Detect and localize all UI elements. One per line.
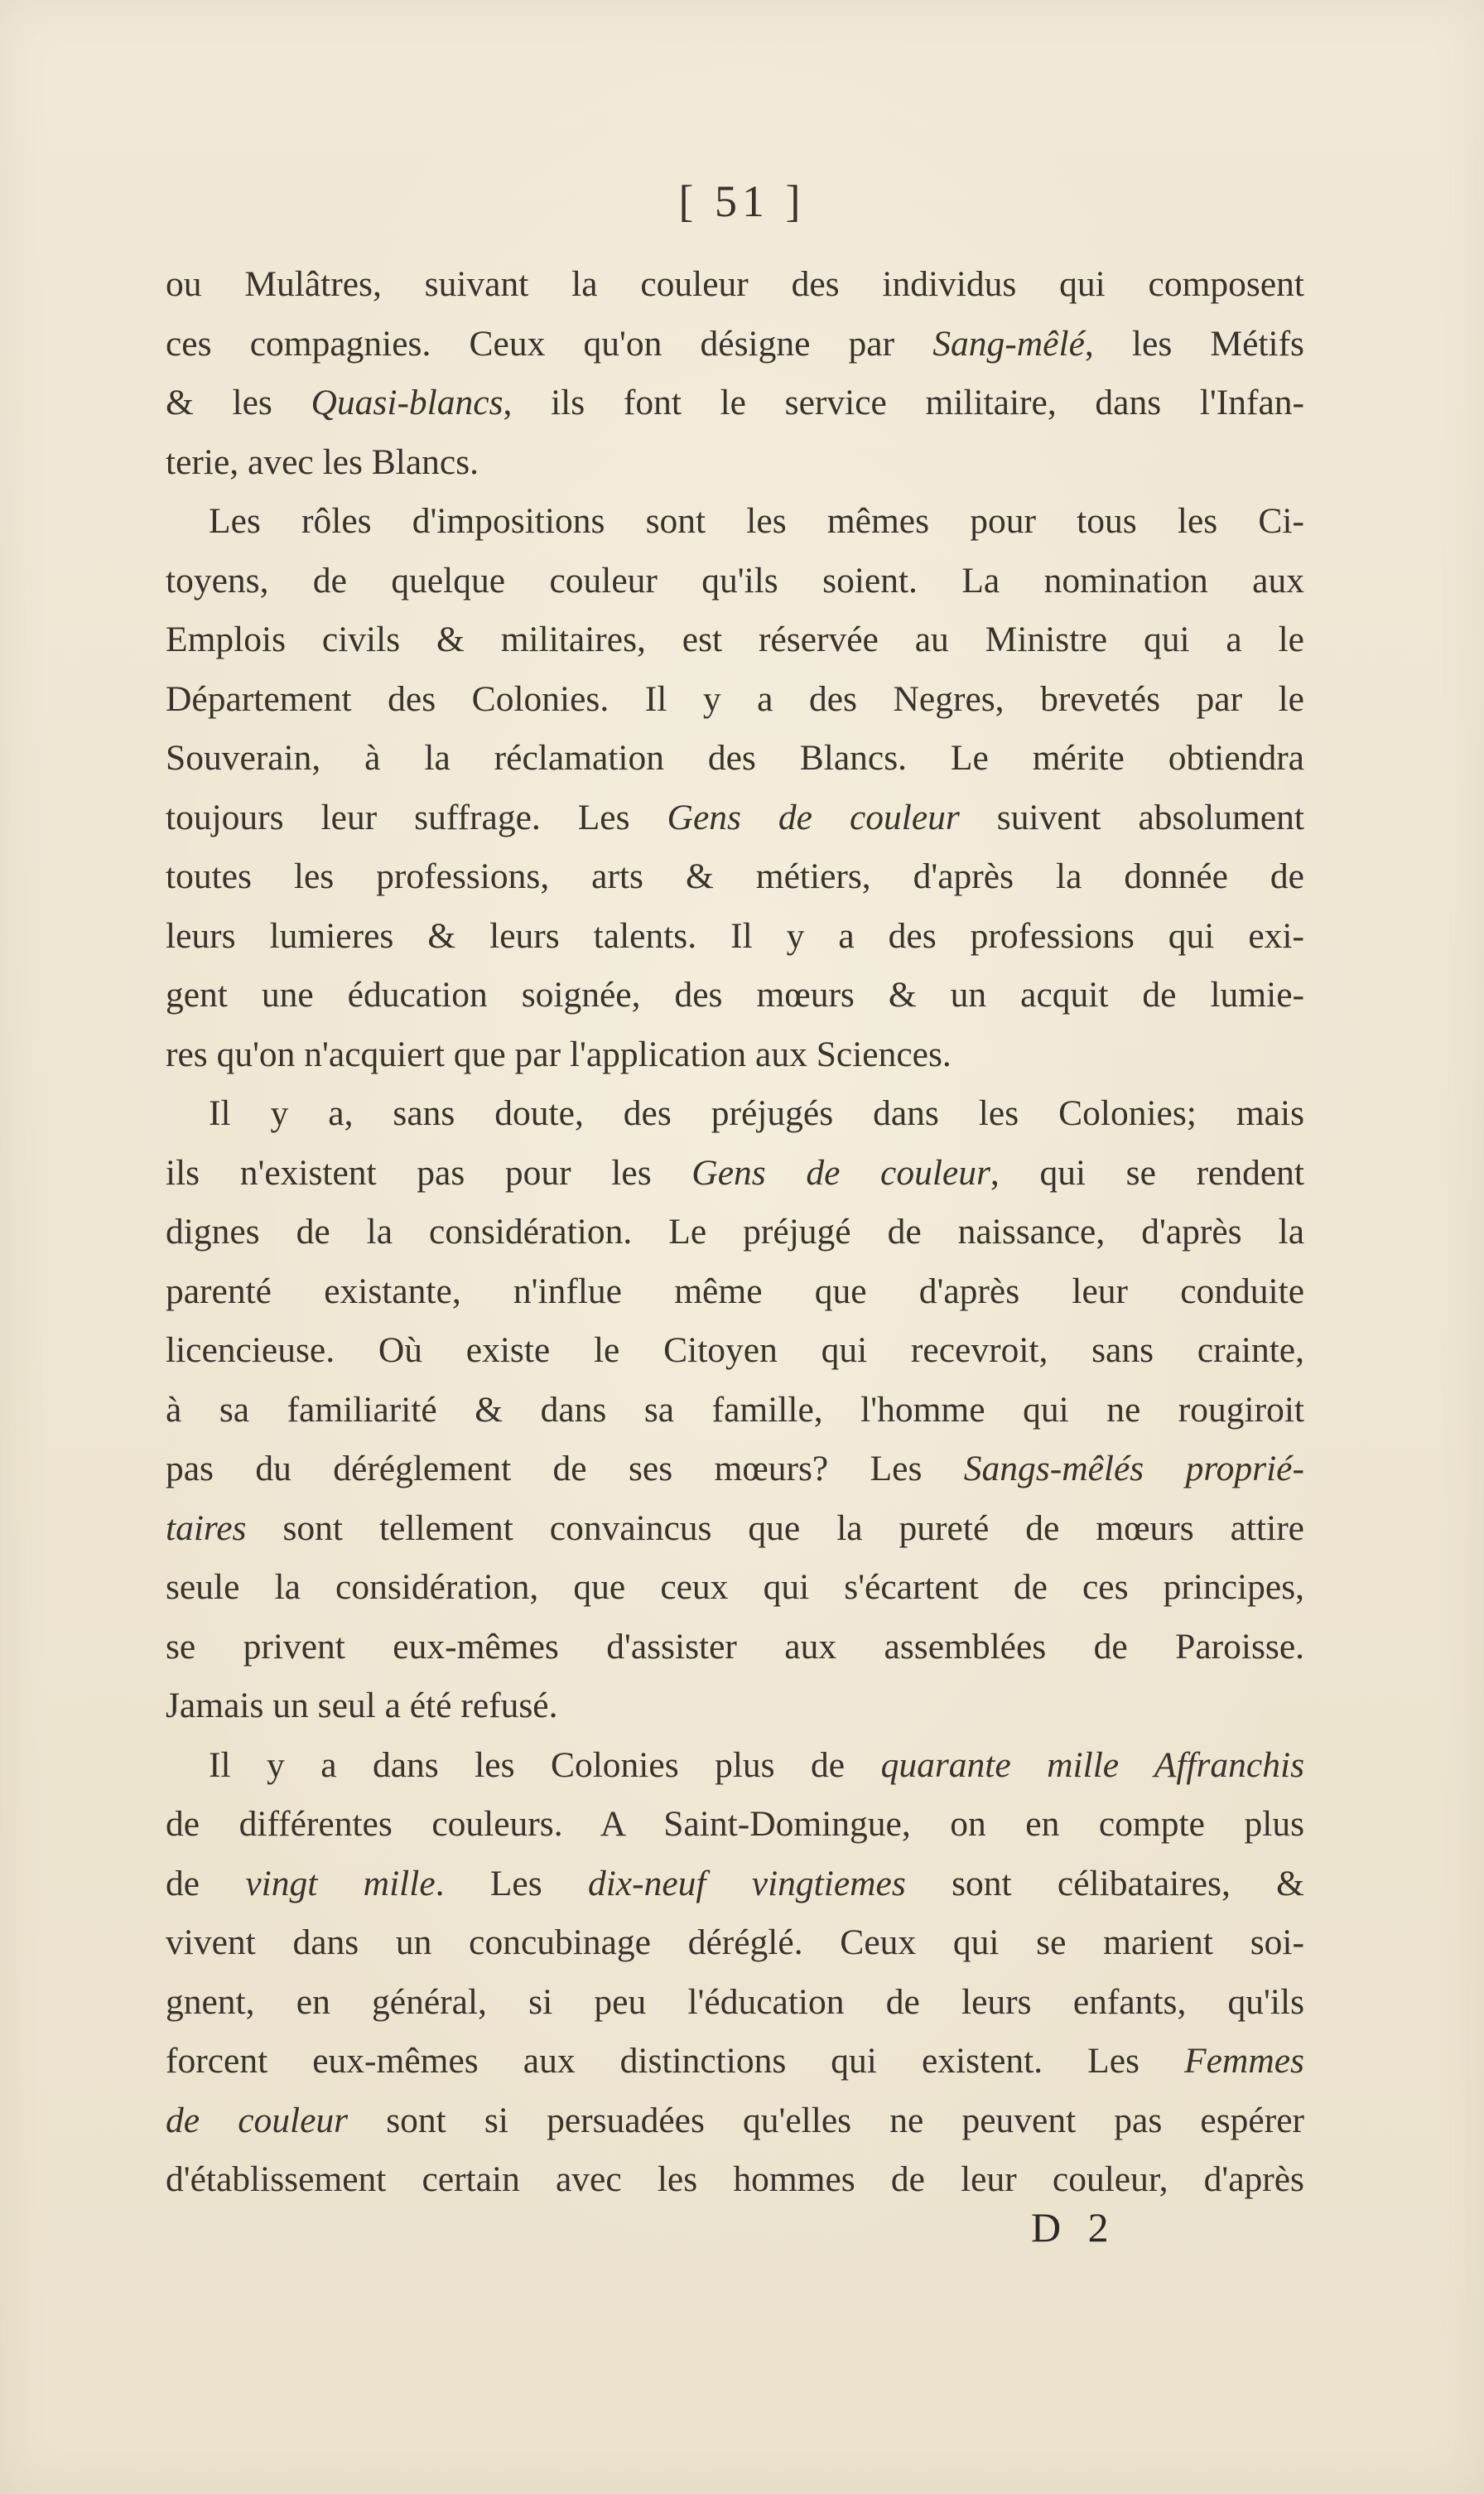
- page-number: [ 51 ]: [678, 176, 806, 226]
- text-line-30: gnent, en général, si peu l'éducation de leurs enfants, qu'ils: [166, 1981, 1304, 2022]
- text-line-29: vivent dans un concubinage déréglé. Ceux qui se marient soi-: [166, 1922, 1304, 1962]
- text-line-3: & les Quasi-blancs, ils font le service militaire, dans l'Infan-: [166, 383, 1304, 422]
- text-line-25: Jamais un seul a été refusé.: [166, 1686, 558, 1725]
- text-line-31: forcent eux-mêmes aux distinctions qui existent. Les Femmes: [166, 2041, 1304, 2081]
- text-line-26: Il y a dans les Colonies plus de quarante mille Affranchis: [209, 1744, 1304, 1785]
- text-line-13: gent une éducation soignée, des mœurs & un acquit de lumie-: [166, 975, 1304, 1015]
- text-line-33: d'établissement certain avec les hommes de leur couleur, d'après: [166, 2159, 1304, 2199]
- text-line-19: licencieuse. Où existe le Citoyen qui recevroit, sans crainte,: [166, 1330, 1304, 1370]
- text-line-23: seule la considération, que ceux qui s'écartent de ces principes,: [166, 1567, 1304, 1607]
- text-line-7: Emplois civils & militaires, est réservée au Ministre qui a le: [166, 620, 1304, 659]
- text-line-15: Il y a, sans doute, des préjugés dans les Colonies; mais: [209, 1093, 1304, 1133]
- text-line-2: ces compagnies. Ceux qu'on désigne par Sang-mêlé, les Métifs: [166, 323, 1304, 364]
- text-line-21: pas du déréglement de ses mœurs? Les Sangs-mêlés proprié-: [166, 1449, 1304, 1488]
- text-line-8: Département des Colonies. Il y a des Negres, brevetés par le: [166, 678, 1304, 719]
- text-line-20: à sa familiarité & dans sa famille, l'homme qui ne rougiroit: [166, 1389, 1304, 1430]
- text-line-16: ils n'existent pas pour les Gens de couleur, qui se rendent: [166, 1152, 1304, 1193]
- text-line-17: dignes de la considération. Le préjugé de naissance, d'après la: [166, 1212, 1304, 1252]
- signature-mark: D 2: [1031, 2204, 1117, 2250]
- text-line-1: ou Mulâtres, suivant la couleur des individus qui composent: [166, 264, 1304, 304]
- text-line-9: Souverain, à la réclamation des Blancs. Le mérite obtiendra: [166, 738, 1304, 778]
- text-line-28: de vingt mille. Les dix-neuf vingtiemes sont célibataires, &: [166, 1863, 1304, 1903]
- text-line-32: de couleur sont si persuadées qu'elles ne peuvent pas espérer: [166, 2100, 1305, 2140]
- text-line-14: res qu'on n'acquiert que par l'application aux Sciences.: [166, 1034, 952, 1074]
- text-line-6: toyens, de quelque couleur qu'ils soient. La nomination aux: [166, 560, 1304, 601]
- text-line-5: Les rôles d'impositions sont les mêmes pour tous les Ci-: [209, 501, 1304, 541]
- text-line-22: taires sont tellement convaincus que la pureté de mœurs attire: [166, 1507, 1304, 1548]
- body-text: [166, 255, 1304, 2210]
- text-line-10: toujours leur suffrage. Les Gens de couleur suivent absolument: [166, 797, 1304, 837]
- text-line-11: toutes les professions, arts & métiers, d'après la donnée de: [166, 856, 1304, 896]
- text-line-24: se privent eux-mêmes d'assister aux assemblées de Paroisse.: [166, 1626, 1304, 1667]
- text-line-4: terie, avec les Blancs.: [166, 441, 479, 482]
- text-line-12: leurs lumieres & leurs talents. Il y a des professions qui exi-: [166, 915, 1304, 956]
- text-line-27: de différentes couleurs. A Saint-Domingue, on en compte plus: [166, 1804, 1304, 1844]
- text-line-18: parenté existante, n'influe même que d'après leur conduite: [166, 1271, 1304, 1311]
